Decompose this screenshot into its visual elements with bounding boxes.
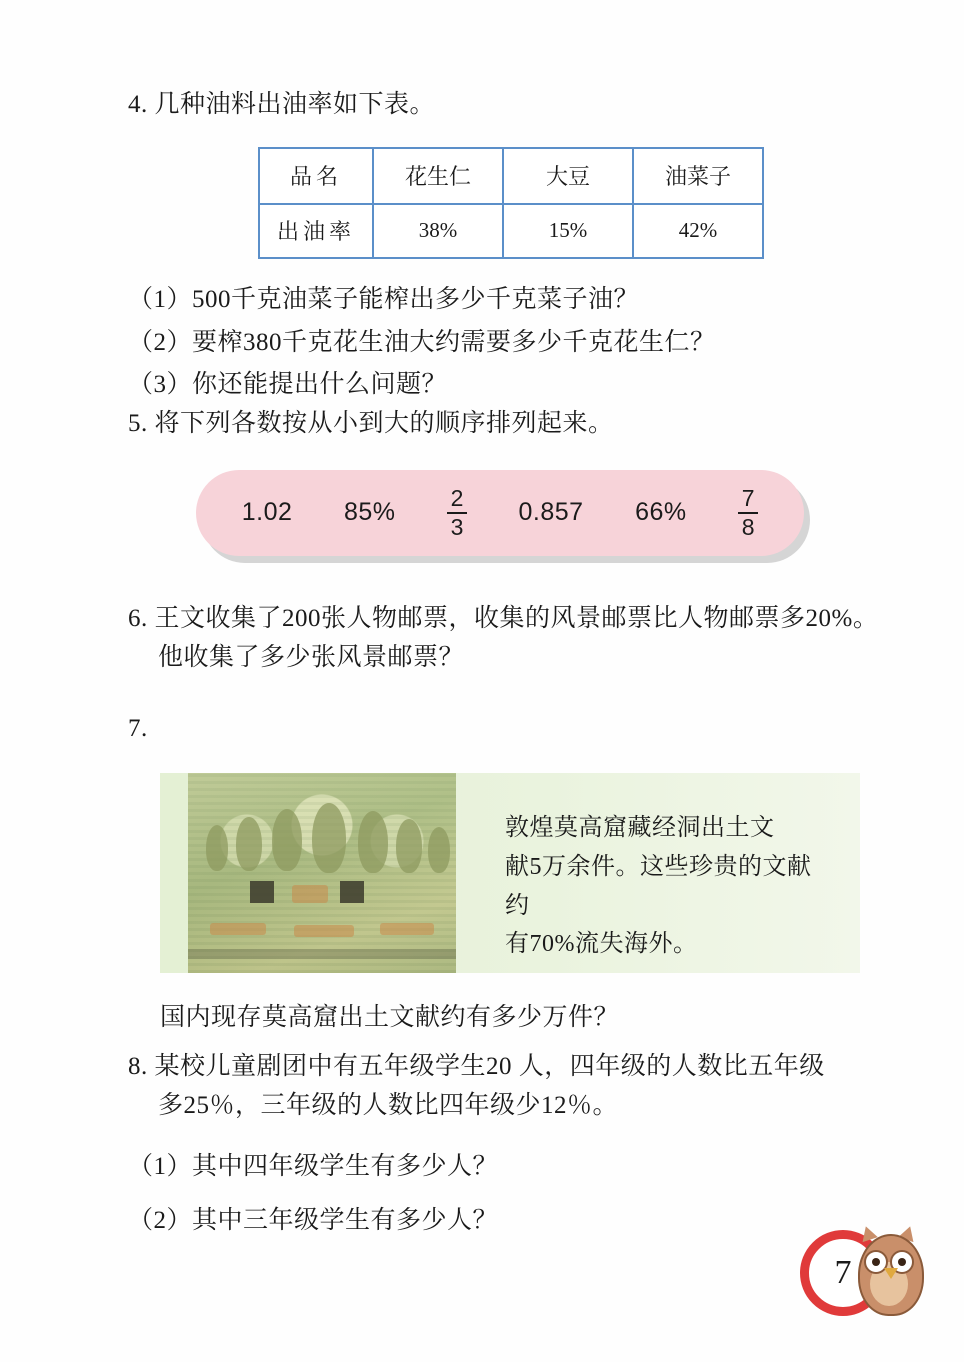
mural-caption: [505, 809, 835, 965]
exercise-4-question-1: （1）500千克油菜子能榨出多少千克菜子油？: [128, 285, 640, 313]
table-header-product: 品名: [259, 148, 373, 204]
oil-rate-rapeseed: 42%: [633, 204, 763, 258]
exercise-4-question-2: （2）要榨380千克花生油大约需要多少千克花生仁？: [128, 328, 716, 356]
exercise-4-stem: 4. 几种油料出油率如下表。: [128, 91, 436, 118]
exercise-8-line-2: 多25％，三年级的人数比四年级少12％。: [158, 1091, 619, 1119]
fraction-denominator: 8: [738, 512, 758, 539]
fraction-numerator: 7: [741, 485, 755, 512]
exercise-6-line-2: 他收集了多少张风景邮票？: [158, 643, 465, 671]
exercise-4: [128, 86, 888, 409]
number-value-3-fraction: [447, 486, 467, 539]
mural-figure: [160, 773, 860, 973]
number-value-2: 85%: [343, 498, 396, 527]
fraction-denominator: 3: [447, 512, 467, 539]
exercise-7-number: 7.: [128, 715, 148, 742]
table-row: [259, 148, 763, 204]
exercise-8-question-1: （1）其中四年级学生有多少人？: [128, 1152, 499, 1180]
number-value-5: 66%: [635, 498, 687, 527]
table-header-peanut: 花生仁: [373, 148, 503, 204]
number-value-6-fraction: [738, 486, 758, 539]
mural-caption-line-1: 敦煌莫高窟藏经洞出土文: [505, 814, 775, 841]
exercise-4-question-3: （3）你还能提出什么问题？: [128, 371, 448, 399]
number-value-1: 1.02: [241, 498, 293, 527]
number-value-4: 0.857: [518, 498, 584, 527]
exercise-4-questions: [128, 281, 888, 405]
oil-rate-table: [258, 147, 764, 259]
mogao-cave-mural-image: [188, 773, 456, 973]
oil-rate-soybean: 15%: [503, 204, 633, 258]
table-row: [259, 204, 763, 258]
number-list-box: [196, 470, 804, 556]
table-header-soybean: 大豆: [503, 148, 633, 204]
page-number: 7: [834, 1254, 852, 1291]
exercise-7: [128, 710, 908, 1038]
mural-caption-line-3: 有70%流失海外。: [505, 931, 698, 958]
table-header-rapeseed: 油菜子: [633, 148, 763, 204]
oil-rate-peanut: 38%: [373, 204, 503, 258]
page-number-badge: [800, 1224, 922, 1320]
exercise-7-question: 国内现存莫高窟出土文献约有多少万件？: [160, 1003, 620, 1031]
mural-caption-line-2: 献5万余件。这些珍贵的文献约: [505, 853, 812, 919]
exercise-6: [128, 600, 908, 678]
fraction-numerator: 2: [450, 485, 464, 512]
table-header-oil-rate: 出油率: [259, 204, 373, 258]
owl-mascot-icon: [852, 1224, 926, 1316]
exercise-5-stem: 5. 将下列各数按从小到大的顺序排列起来。: [128, 410, 614, 437]
exercise-8-line-1: 8. 某校儿童剧团中有五年级学生20 人，四年级的人数比五年级: [128, 1053, 825, 1080]
exercise-5: [128, 405, 888, 556]
exercise-8-question-2: （2）其中三年级学生有多少人？: [128, 1207, 499, 1235]
exercise-6-line-1: 6. 王文收集了200张人物邮票，收集的风景邮票比人物邮票多20%。: [128, 605, 879, 632]
